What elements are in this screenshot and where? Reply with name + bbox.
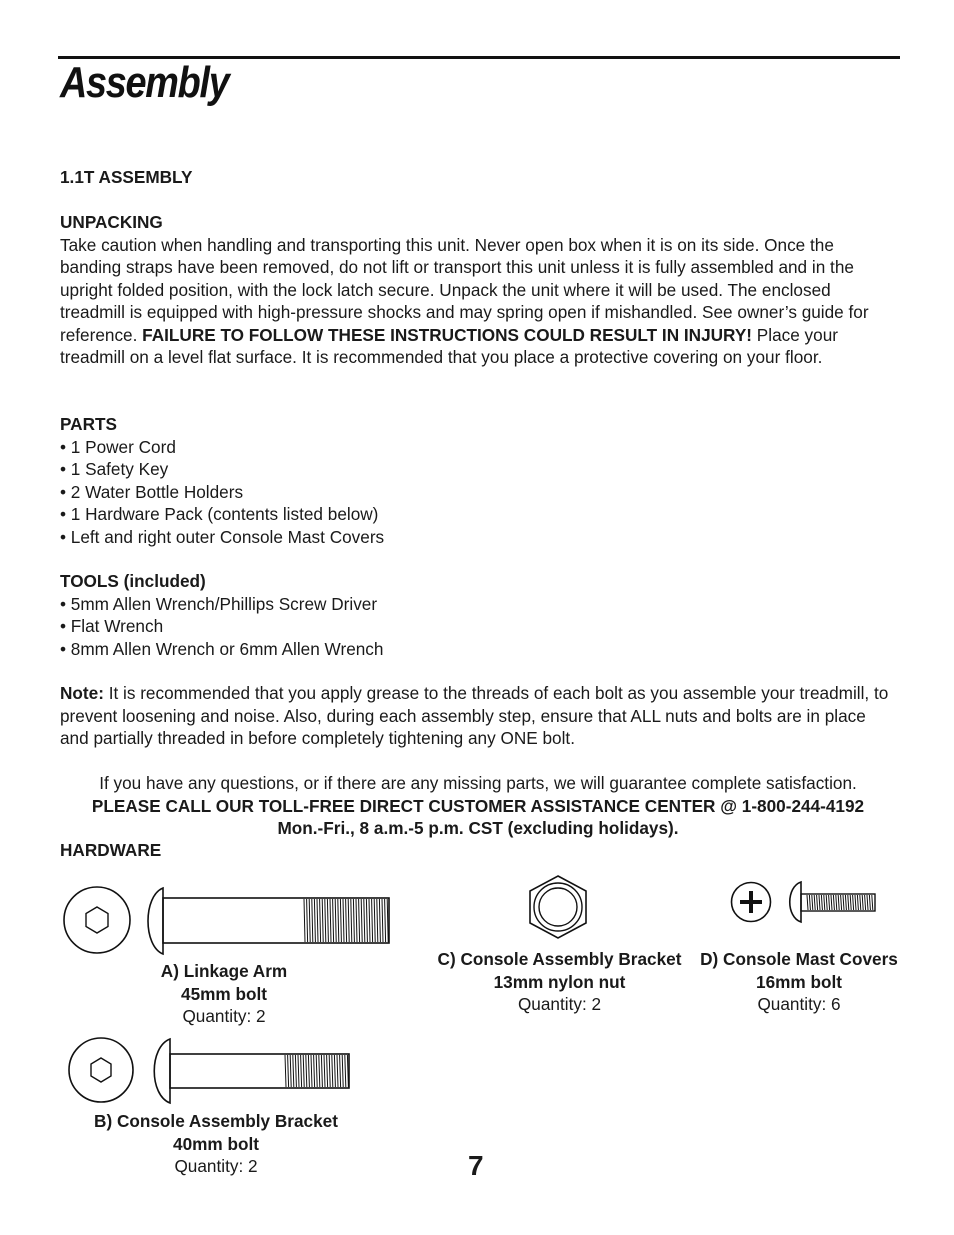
parts-section bbox=[60, 413, 896, 548]
hardware-heading: HARDWARE bbox=[60, 840, 162, 860]
bolt-b-threads bbox=[285, 1055, 348, 1087]
bolt-b-head-icon bbox=[67, 1037, 135, 1105]
tools-list bbox=[60, 593, 896, 661]
note-text: It is recommended that you apply grease to the threads of each bolt as you assemble your treadmill, to prevent loosening and noise. Also, during each assembly step, ensure that ALL nuts and bolts are in place and partially threaded in before completely tightening any ONE bolt. bbox=[60, 683, 889, 748]
hardware-b-name: B) Console Assembly Bracket bbox=[94, 1111, 338, 1131]
hardware-b-qty: Quantity: 2 bbox=[174, 1156, 258, 1176]
unpacking-paragraph bbox=[60, 234, 896, 369]
bolt-a-side-icon bbox=[147, 886, 393, 956]
hardware-a-label bbox=[124, 960, 324, 1028]
parts-list bbox=[60, 436, 896, 549]
hardware-d-qty: Quantity: 6 bbox=[757, 994, 841, 1014]
unpacking-text-1: Take caution when handling and transporting this unit. Never open box when it is on its side. Once the banding straps have been removed, do not lift or transport this unit unless it is fully assembled and in the upright folded position, with the lock latch secure. Unpack the unit where it will be used. The enclosed treadmill is equipped with high-pressure shocks and may spring open if mishandled. See owner’s guide for reference. bbox=[60, 234, 869, 345]
list-item: • 2 Water Bottle Holders bbox=[60, 481, 244, 502]
hardware-c-qty: Quantity: 2 bbox=[517, 994, 602, 1014]
list-item: • Flat Wrench bbox=[60, 616, 164, 636]
hardware-d-size: 16mm bolt bbox=[756, 971, 842, 992]
nylon-nut-icon bbox=[526, 874, 590, 940]
hardware-c-name: C) Console Assembly Bracket bbox=[437, 949, 682, 969]
unpacking-heading: UNPACKING bbox=[60, 212, 163, 232]
unpacking-text-2: Place your treadmill on a level flat surface. It is recommended that you place a protective covering on your floor. bbox=[60, 324, 838, 367]
list-item: • 1 Power Cord bbox=[60, 436, 176, 457]
hardware-a-name: A) Linkage Arm bbox=[160, 961, 288, 981]
list-item: • 5mm Allen Wrench/Phillips Screw Driver bbox=[60, 593, 378, 614]
list-item: • 8mm Allen Wrench or 6mm Allen Wrench bbox=[60, 638, 384, 659]
unpacking-warning: FAILURE TO FOLLOW THESE INSTRUCTIONS COULD RESULT IN INJURY! bbox=[142, 324, 753, 345]
contact-line-2: PLEASE CALL OUR TOLL-FREE DIRECT CUSTOMER ASSISTANCE CENTER @ 1-800-244-4192 bbox=[91, 795, 865, 816]
bolt-a-threads bbox=[304, 899, 388, 942]
unpacking-section bbox=[60, 211, 896, 369]
hardware-a-size: 45mm bolt bbox=[181, 983, 267, 1004]
note-label: Note: bbox=[60, 683, 104, 703]
hardware-c-size: 13mm nylon nut bbox=[493, 971, 626, 992]
page-number: 7 bbox=[468, 1150, 484, 1181]
list-item: • Left and right outer Console Mast Covers bbox=[60, 526, 385, 547]
hardware-d-label bbox=[696, 948, 902, 1016]
contact-line-1: If you have any questions, or if there are any missing parts, we will guarantee complete satisfaction. bbox=[99, 773, 857, 793]
list-item: • 1 Safety Key bbox=[60, 459, 169, 479]
hardware-a-qty: Quantity: 2 bbox=[182, 1006, 266, 1026]
bolt-a-head-icon bbox=[62, 886, 132, 956]
hardware-c-label bbox=[432, 948, 687, 1016]
bolt-b-side-icon bbox=[153, 1037, 353, 1105]
phillips-head-icon bbox=[730, 881, 772, 923]
hardware-b-size: 40mm bolt bbox=[173, 1133, 259, 1154]
parts-heading: PARTS bbox=[60, 414, 117, 434]
page-title: Assembly bbox=[60, 58, 229, 107]
tools-section bbox=[60, 570, 896, 660]
contact-section bbox=[60, 772, 896, 840]
hardware-d-name: D) Console Mast Covers bbox=[700, 949, 898, 969]
bolt-d-side-icon bbox=[789, 881, 879, 923]
list-item: • 1 Hardware Pack (contents listed below) bbox=[60, 504, 379, 524]
hardware-b-label bbox=[78, 1110, 354, 1178]
contact-line-3: Mon.-Fri., 8 a.m.-5 p.m. CST (excluding holidays). bbox=[277, 818, 679, 838]
bolt-d-threads bbox=[807, 895, 873, 910]
note-section bbox=[60, 682, 896, 750]
note-paragraph bbox=[60, 682, 896, 750]
section-heading: 1.1T ASSEMBLY bbox=[60, 167, 193, 187]
tools-heading: TOOLS (included) bbox=[60, 571, 206, 591]
